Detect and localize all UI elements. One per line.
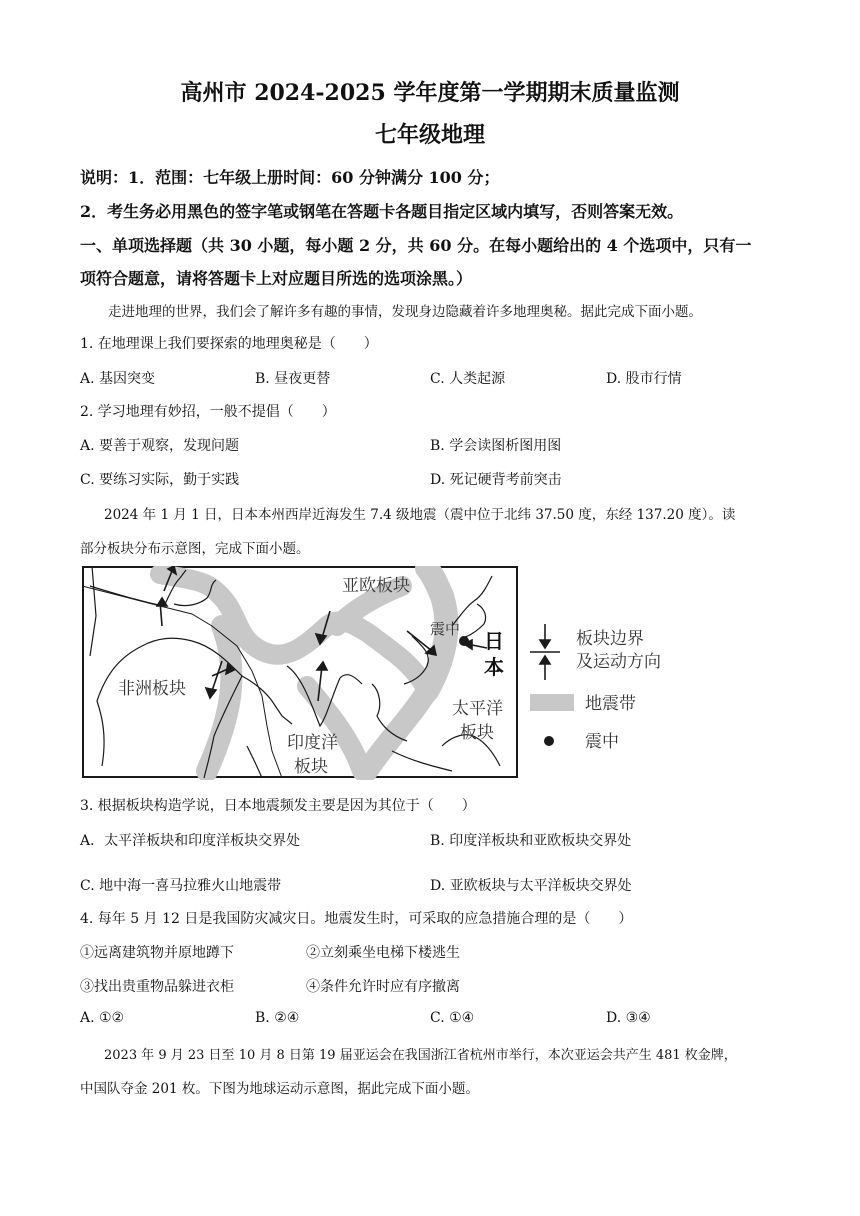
label-pacific-plate-1: 太平洋 [452, 699, 503, 719]
question-3-option-a: A．太平洋板块和印度洋板块交界处 [80, 833, 301, 849]
legend [530, 624, 661, 752]
question-1-option-b: B. 昼夜更替 [255, 371, 331, 387]
question-1-option-a: A. 基因突变 [80, 371, 156, 387]
question-3-option-d: D. 亚欧板块与太平洋板块交界处 [430, 878, 632, 894]
intro-paragraph-3-line-2: 中国队夺金 201 枚。下图为地球运动示意图，据此完成下面小题。 [80, 1081, 479, 1097]
question-1-stem: 1. 在地理课上我们要探索的地理奥秘是（ ） [80, 336, 378, 352]
label-epicenter-map: 震中 [430, 620, 461, 638]
page-title: 高州市 2024-2025 学年度第一学期期末质量监测 [180, 80, 680, 106]
legend-quake-belt-label: 地震带 [585, 694, 636, 714]
legend-epicenter-dot [544, 736, 554, 746]
intro-paragraph-3-line-1: 2023 年 9 月 23 日至 10 月 8 日第 19 届亚运会在我国浙江省杭州市举行，本次亚运会共产生 481 枚金牌， [104, 1048, 737, 1063]
instruction-line-2: 2．考生务必用黑色的签字笔或钢笔在答题卡各题目指定区域内填写，否则答案无效。 [80, 202, 684, 221]
instruction-line-1: 说明：1．范围：七年级上册时间：60 分钟满分 100 分； [80, 168, 500, 187]
question-4-option-b: B. ②④ [255, 1010, 300, 1026]
label-pacific-plate-2: 板块 [460, 723, 494, 743]
label-japan-2: 本 [484, 655, 504, 679]
question-2-option-a: A. 要善于观察，发现问题 [80, 438, 240, 454]
question-2-option-b: B. 学会读图析图用图 [430, 438, 562, 454]
legend-boundary-symbol [530, 624, 560, 680]
label-african-plate: 非洲板块 [118, 679, 186, 699]
question-3-option-b: B. 印度洋板块和亚欧板块交界处 [430, 833, 632, 849]
intro-paragraph-2-line-1: 2024 年 1 月 1 日，日本本州西岸近海发生 7.4 级地震（震中位于北纬 37.50 度，东经 137.20 度）。读 [104, 507, 736, 523]
question-4-item-4: ④条件允许时应有序撤离 [306, 979, 460, 995]
legend-quake-belt-swatch [530, 694, 574, 711]
question-4-option-c: C. ①④ [430, 1010, 475, 1026]
question-3-stem: 3. 根据板块构造学说，日本地震频发主要是因为其位于（ ） [80, 798, 476, 814]
page-subtitle: 七年级地理 [374, 122, 485, 148]
epicenter-dot [459, 636, 469, 646]
question-4-item-1: ①远离建筑物并原地蹲下 [80, 945, 234, 961]
question-2-option-c: C. 要练习实际，勤于实践 [80, 472, 240, 488]
label-eurasian-plate: 亚欧板块 [342, 576, 410, 596]
label-japan-1: 日 [484, 629, 504, 653]
legend-epicenter-label: 震中 [585, 732, 619, 752]
plate-map-figure [82, 566, 702, 780]
question-1-option-d: D. 股市行情 [606, 371, 682, 387]
intro-paragraph-2-line-2: 部分板块分布示意图，完成下面小题。 [80, 541, 310, 557]
question-4-option-d: D. ③④ [606, 1010, 651, 1026]
question-2-option-d: D. 死记硬背考前突击 [430, 472, 562, 488]
question-4-item-2: ②立刻乘坐电梯下楼逃生 [306, 945, 460, 961]
question-4-option-a: A. ①② [80, 1010, 125, 1026]
legend-boundary-label-2: 及运动方向 [576, 652, 661, 672]
label-indian-plate-2: 板块 [294, 757, 328, 777]
question-4-item-3: ③找出贵重物品躲进衣柜 [80, 979, 234, 995]
question-3-option-c: C. 地中海一喜马拉雅火山地震带 [80, 878, 282, 894]
legend-boundary-label-1: 板块边界 [576, 629, 644, 649]
question-2-stem: 2. 学习地理有妙招，一般不提倡（ ） [80, 404, 336, 420]
intro-paragraph-1: 走进地理的世界，我们会了解许多有趣的事情，发现身边隐藏着许多地理奥秘。据此完成下面小题。 [108, 304, 702, 320]
question-1-option-c: C. 人类起源 [430, 371, 506, 387]
question-4-stem: 4. 每年 5 月 12 日是我国防灾减灾日。地震发生时，可采取的应急措施合理的是（ ） [80, 911, 633, 927]
label-indian-plate-1: 印度洋 [287, 733, 338, 753]
section-heading-line-2: 项符合题意，请将答题卡上对应题目所选的选项涂黑。） [80, 269, 473, 288]
section-heading-line-1: 一、单项选择题（共 30 小题，每小题 2 分，共 60 分。在每小题给出的 4 个选项中，只有一 [80, 236, 752, 255]
